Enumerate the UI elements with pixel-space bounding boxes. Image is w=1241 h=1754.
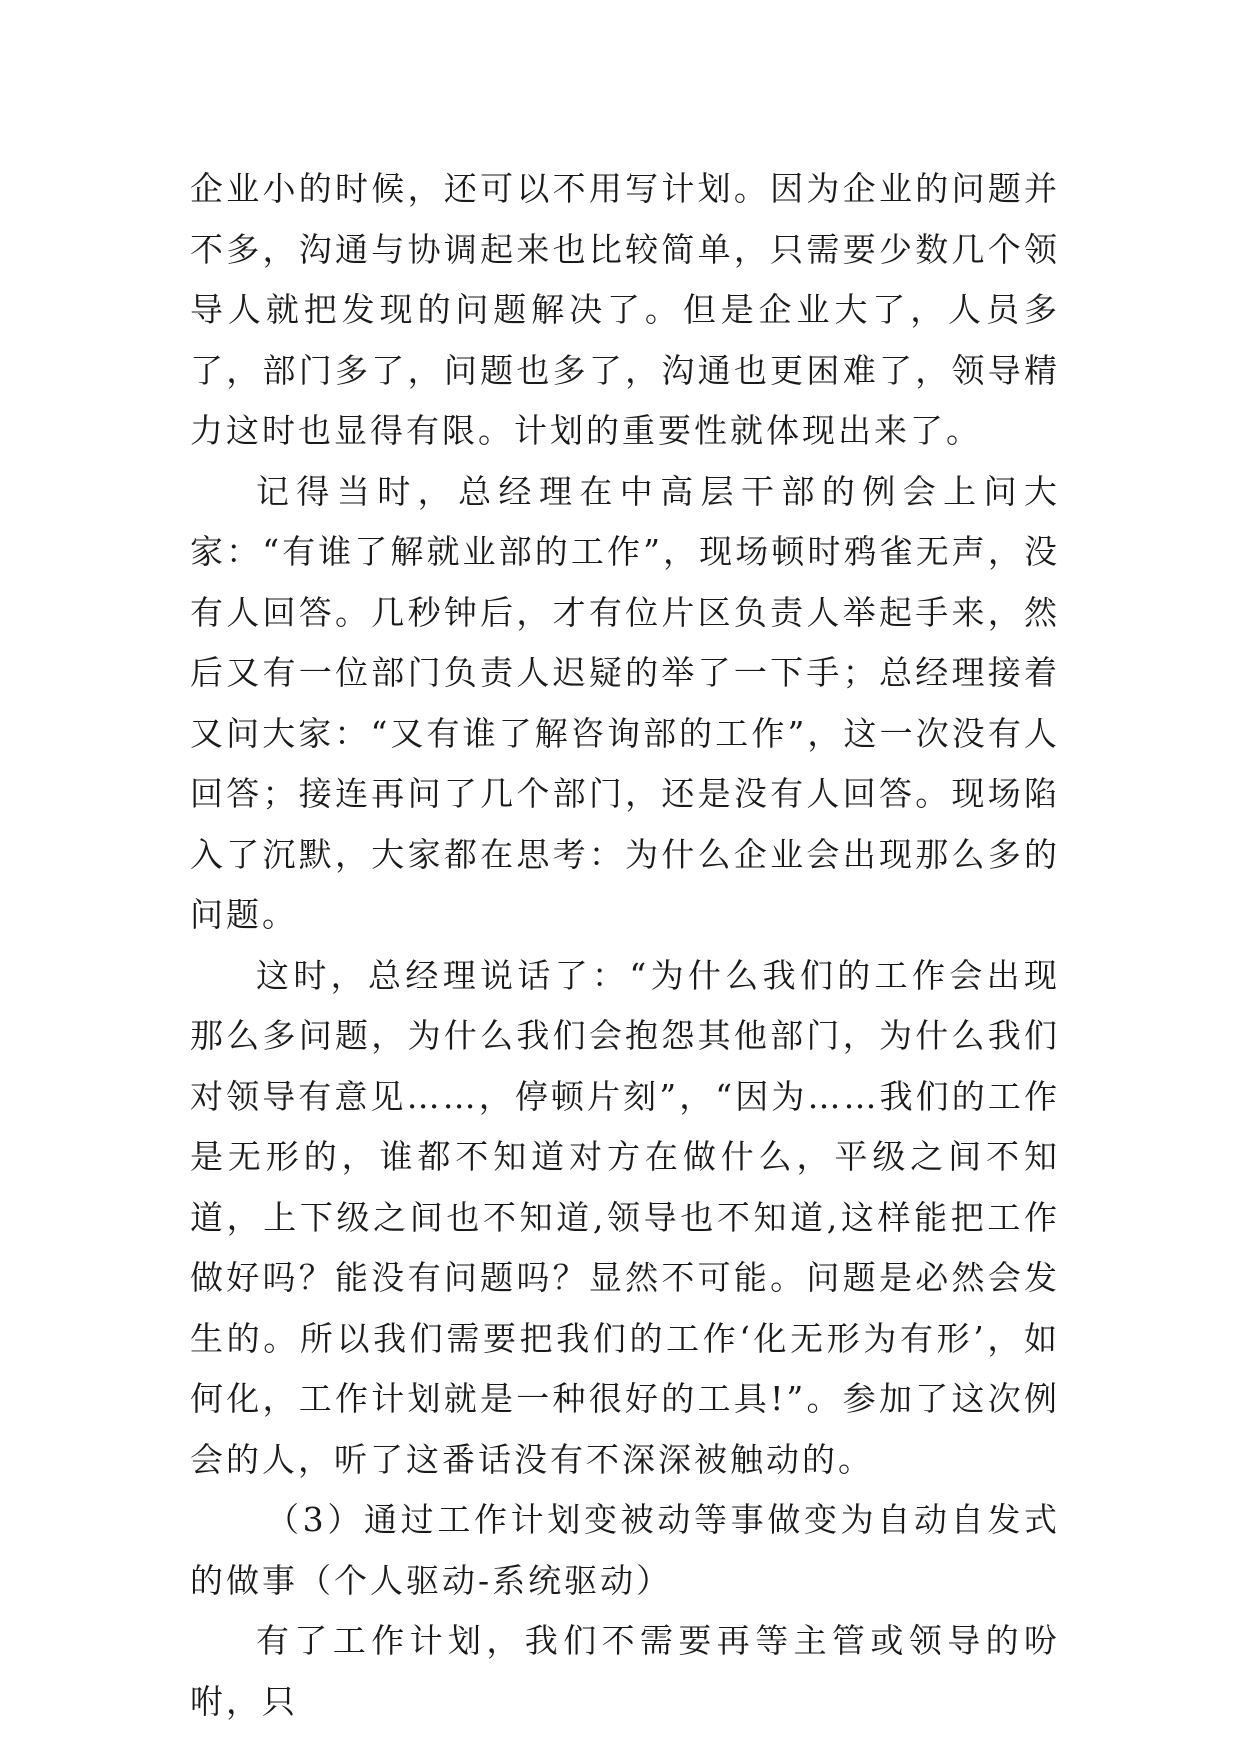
section-heading-3: （3）通过工作计划变被动等事做变为自动自发式的做事（个人驱动-系统驱动）	[190, 1500, 1060, 1600]
paragraph-1: 企业小的时候，还可以不用写计划。因为企业的问题并不多，沟通与协调起来也比较简单，只需要少数几个领导人就把发现的问题解决了。但是企业大了，人员多了，部门多了，问题也多了，沟通也更困难了，领导精力这时也显得有限。计划的重要性就体现出来了。	[190, 169, 1060, 450]
document-body	[190, 159, 1060, 1732]
paragraph-2: 记得当时，总经理在中高层干部的例会上问大家：“有谁了解就业部的工作”，现场顿时鸦雀无声，没有人回答。几秒钟后，才有位片区负责人举起手来，然后又有一位部门负责人迟疑的举了一下手；总经理接着又问大家：“又有谁了解咨询部的工作”，这一次没有人回答；接连再问了几个部门，还是没有人回答。现场陷入了沉默，大家都在思考：为什么企业会出现那么多的问题。	[190, 471, 1060, 934]
paragraph-3: 这时，总经理说话了：“为什么我们的工作会出现那么多问题，为什么我们会抱怨其他部门，为什么我们对领导有意见……，停顿片刻”，“因为……我们的工作是无形的，谁都不知道对方在做什么，平级之间不知道，上下级之间也不知道,领导也不知道,这样能把工作做好吗？能没有问题吗？显然不可能。问题是必然会发生的。所以我们需要把我们的工作‘化无形为有形’，如何化，工作计划就是一种很好的工具!”。参加了这次例会的人，听了这番话没有不深深被触动的。	[190, 955, 1060, 1479]
paragraph-4: 有了工作计划，我们不需要再等主管或领导的吩咐，只	[190, 1621, 1060, 1721]
